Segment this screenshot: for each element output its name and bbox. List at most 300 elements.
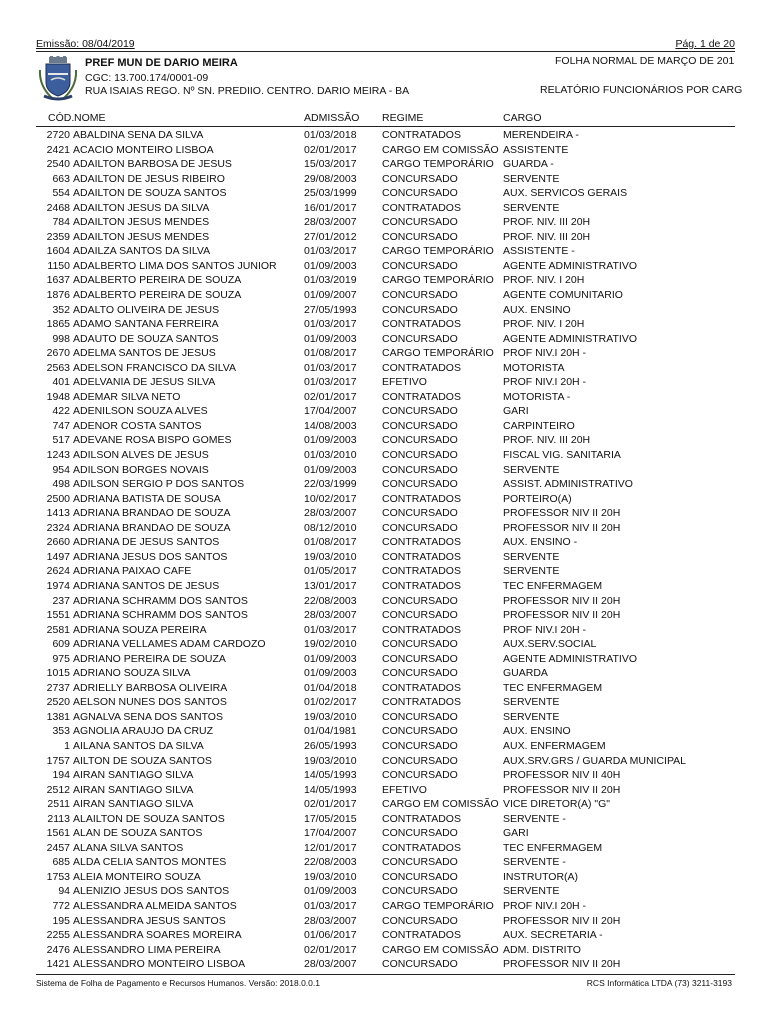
cell-cod: 1753 [46, 870, 70, 883]
cell-nome: ALESSANDRO MONTEIRO LISBOA [73, 958, 246, 971]
cell-nome: ADAUTO DE SOUZA SANTOS [73, 332, 219, 345]
cell-cod: 772 [52, 899, 70, 912]
entity-cgc: CGC: 13.700.174/0001-09 [85, 72, 209, 84]
cell-cargo: SERVENTE [503, 565, 560, 578]
employee-table [36, 128, 756, 972]
table-row [36, 943, 756, 958]
cell-nome: ADILSON BORGES NOVAIS [73, 463, 209, 476]
cell-nome: AILANA SANTOS DA SILVA [73, 739, 204, 752]
cell-regime: CONCURSADO [382, 172, 458, 185]
payroll-title: FOLHA NORMAL DE MARÇO DE 201 [555, 55, 735, 67]
cell-cod: 1757 [46, 754, 70, 767]
cell-admissao: 19/03/2010 [304, 550, 357, 563]
cell-cod: 2720 [46, 129, 70, 141]
cell-admissao: 14/05/1993 [304, 783, 357, 796]
cell-admissao: 27/01/2012 [304, 230, 357, 243]
cell-admissao: 28/03/2007 [304, 958, 357, 971]
cell-cod: 1551 [46, 609, 70, 622]
cell-nome: ADEMAR SILVA NETO [73, 390, 181, 403]
report-title: RELATÓRIO FUNCIONÁRIOS POR CARG [540, 84, 743, 96]
cell-cargo: INSTRUTOR(A) [503, 870, 579, 883]
cell-cod: 1974 [46, 579, 70, 592]
table-row [36, 172, 756, 187]
cell-regime: EFETIVO [382, 376, 427, 389]
table-row [36, 797, 756, 812]
table-row [36, 288, 756, 303]
table-row [36, 521, 756, 536]
table-row [36, 273, 756, 288]
cell-cod: 2324 [46, 521, 70, 534]
table-row [36, 681, 756, 696]
cell-admissao: 29/08/2003 [304, 172, 357, 185]
cell-admissao: 01/03/2017 [304, 245, 357, 258]
cell-admissao: 19/03/2010 [304, 870, 357, 883]
cell-admissao: 13/01/2017 [304, 579, 357, 592]
cell-regime: CONCURSADO [382, 216, 458, 229]
cell-regime: CONCURSADO [382, 667, 458, 680]
cell-regime: CONTRATADOS [382, 565, 461, 578]
cell-regime: CARGO TEMPORÁRIO [382, 274, 494, 287]
cell-admissao: 01/09/2007 [304, 289, 357, 302]
cell-cargo: SERVENTE [503, 550, 560, 563]
table-row [36, 739, 756, 754]
cell-admissao: 19/02/2010 [304, 638, 357, 651]
cell-regime: CONTRATADOS [382, 129, 461, 141]
cell-nome: AIRAN SANTIAGO SILVA [73, 798, 194, 811]
cell-nome: ALESSANDRA ALMEIDA SANTOS [73, 899, 237, 912]
cell-cod: 2500 [46, 492, 70, 505]
table-row [36, 841, 756, 856]
table-row [36, 433, 756, 448]
table-row [36, 215, 756, 230]
cell-cargo: GUARDA [503, 667, 548, 680]
cell-cod: 1604 [46, 245, 70, 258]
entity-name: PREF MUN DE DARIO MEIRA [85, 57, 238, 69]
cell-admissao: 01/08/2017 [304, 347, 357, 360]
cell-cod: 1150 [47, 259, 70, 272]
cell-admissao: 02/01/2017 [304, 390, 357, 403]
cell-admissao: 01/04/1981 [304, 725, 357, 738]
cell-regime: CONCURSADO [382, 303, 458, 316]
cell-regime: CONCURSADO [382, 914, 458, 927]
cell-admissao: 01/03/2017 [304, 376, 357, 389]
cell-cod: 747 [52, 419, 70, 432]
cell-cargo: AUX. ENSINO - [503, 536, 578, 549]
table-row [36, 899, 756, 914]
cell-nome: ACACIO MONTEIRO LISBOA [73, 143, 214, 156]
column-header-row [36, 112, 756, 126]
cell-nome: ADRIANO SOUZA SILVA [73, 667, 191, 680]
cell-admissao: 01/09/2003 [304, 667, 357, 680]
cell-regime: CONCURSADO [382, 870, 458, 883]
cell-nome: ADRIANA BATISTA DE SOUSA [73, 492, 221, 505]
cell-cargo: PROF. NIV. I 20H [503, 318, 585, 331]
cell-admissao: 01/03/2017 [304, 361, 357, 374]
cell-cargo: ASSIST. ADMINISTRATIVO [503, 478, 633, 491]
table-row [36, 244, 756, 259]
cell-cargo: PROFESSOR NIV II 20H [503, 507, 621, 520]
cell-nome: ADALBERTO PEREIRA DE SOUZA [73, 274, 242, 287]
cell-regime: CONCURSADO [382, 332, 458, 345]
cell-cod: 2520 [46, 696, 70, 709]
cell-nome: ADALTO OLIVEIRA DE JESUS [73, 303, 220, 316]
cell-regime: CONTRATADOS [382, 390, 461, 403]
cell-admissao: 28/03/2007 [304, 914, 357, 927]
cell-regime: CONTRATADOS [382, 929, 461, 942]
cell-regime: CONTRATADOS [382, 812, 461, 825]
cell-cargo: PROF. NIV. I 20H [503, 274, 585, 287]
table-row [36, 579, 756, 594]
cell-nome: ADAILTON JESUS DA SILVA [73, 201, 210, 214]
cell-cargo: PROF. NIV. III 20H [503, 434, 591, 447]
cell-cargo: AUX. ENSINO [503, 303, 571, 316]
cell-cargo: PROF. NIV. III 20H [503, 216, 591, 229]
cell-cargo: ASSISTENTE [503, 143, 569, 156]
table-row [36, 812, 756, 827]
cell-regime: EFETIVO [382, 783, 427, 796]
table-row [36, 826, 756, 841]
cell-regime: CONCURSADO [382, 754, 458, 767]
cell-admissao: 01/03/2010 [304, 449, 357, 462]
cell-cargo: SERVENTE [503, 201, 560, 214]
table-row [36, 477, 756, 492]
cell-regime: CARGO TEMPORÁRIO [382, 245, 494, 258]
cell-cargo: GARI [503, 827, 529, 840]
cell-regime: CONTRATADOS [382, 623, 461, 636]
cell-cod: 954 [52, 463, 70, 476]
cell-nome: ADAILTON DE JESUS RIBEIRO [73, 172, 225, 185]
cell-admissao: 01/09/2003 [304, 885, 357, 898]
table-row [36, 855, 756, 870]
cell-regime: CARGO EM COMISSÃO [382, 798, 499, 811]
column-header-divider [36, 126, 735, 127]
cell-cargo: PORTEIRO(A) [503, 492, 572, 505]
table-row [36, 550, 756, 565]
cell-regime: CARGO EM COMISSÃO [382, 143, 499, 156]
cell-admissao: 01/02/2017 [304, 696, 357, 709]
table-row [36, 259, 756, 274]
cell-cod: 784 [52, 216, 70, 229]
table-row [36, 506, 756, 521]
cell-cargo: PROFESSOR NIV II 20H [503, 914, 621, 927]
cell-admissao: 01/03/2017 [304, 318, 357, 331]
cell-cargo: SERVENTE [503, 885, 560, 898]
cell-regime: CONCURSADO [382, 507, 458, 520]
cell-nome: AILTON DE SOUZA SANTOS [73, 754, 212, 767]
table-row [36, 361, 756, 376]
cell-regime: CONTRATADOS [382, 681, 461, 694]
cell-cod: 422 [52, 405, 70, 418]
cell-nome: ADRIANA BRANDAO DE SOUZA [73, 507, 231, 520]
cell-nome: ADELSON FRANCISCO DA SILVA [73, 361, 236, 374]
cell-cargo: PROF NIV.I 20H - [503, 899, 587, 912]
cell-regime: CONCURSADO [382, 609, 458, 622]
cell-nome: AGNOLIA ARAUJO DA CRUZ [73, 725, 214, 738]
cell-nome: ADILSON SERGIO P DOS SANTOS [73, 478, 245, 491]
footer-divider [36, 974, 735, 975]
table-row [36, 303, 756, 318]
footer-company: RCS Informática LTDA (73) 3211-3193 [586, 978, 732, 988]
cell-admissao: 26/05/1993 [304, 739, 357, 752]
cell-cod: 498 [52, 478, 70, 491]
cell-regime: CONCURSADO [382, 521, 458, 534]
cell-cargo: MERENDEIRA - [503, 129, 579, 141]
cell-cargo: PROFESSOR NIV II 20H [503, 594, 621, 607]
cell-nome: ADRIANA SANTOS DE JESUS [73, 579, 220, 592]
cell-cargo: PROF NIV.I 20H - [503, 347, 587, 360]
cell-regime: CONCURSADO [382, 885, 458, 898]
cell-admissao: 02/01/2017 [304, 798, 357, 811]
table-row [36, 666, 756, 681]
cell-admissao: 01/04/2018 [304, 681, 357, 694]
cell-admissao: 28/03/2007 [304, 609, 357, 622]
cell-cod: 1015 [46, 667, 70, 680]
cell-nome: ADALBERTO PEREIRA DE SOUZA [73, 289, 242, 302]
cell-admissao: 22/03/1999 [304, 478, 357, 491]
cell-cod: 609 [52, 638, 70, 651]
cell-nome: ADAILTON JESUS MENDES [73, 216, 210, 229]
cell-nome: AGNALVA SENA DOS SANTOS [73, 710, 223, 723]
cell-regime: CONCURSADO [382, 725, 458, 738]
table-row [36, 128, 756, 143]
table-row [36, 914, 756, 929]
cell-admissao: 14/08/2003 [304, 419, 357, 432]
cell-regime: CONCURSADO [382, 434, 458, 447]
table-row [36, 390, 756, 405]
cell-nome: ADENILSON SOUZA ALVES [73, 405, 208, 418]
table-row [36, 768, 756, 783]
cell-cod: 94 [58, 885, 70, 898]
cell-nome: ABALDINA SENA DA SILVA [73, 129, 204, 141]
cell-cod: 2540 [46, 158, 70, 171]
cell-regime: CONTRATADOS [382, 361, 461, 374]
cell-nome: ALESSANDRA SOARES MOREIRA [73, 929, 242, 942]
table-row [36, 928, 756, 943]
cell-cod: 2624 [46, 565, 70, 578]
cell-cargo: PROF. NIV. III 20H [503, 230, 591, 243]
emission-date: Emissão: 08/04/2019 [36, 38, 135, 50]
cell-admissao: 19/03/2010 [304, 754, 357, 767]
cell-regime: CONTRATADOS [382, 536, 461, 549]
cell-cargo: GUARDA - [503, 158, 554, 171]
table-row [36, 608, 756, 623]
cell-regime: CONTRATADOS [382, 201, 461, 214]
cell-admissao: 01/09/2003 [304, 463, 357, 476]
cell-cod: 2581 [46, 623, 70, 636]
cell-cod: 2113 [47, 812, 70, 825]
cell-nome: ADRIANA BRANDAO DE SOUZA [73, 521, 231, 534]
cell-cod: 1413 [46, 507, 70, 520]
cell-regime: CONTRATADOS [382, 841, 461, 854]
column-header-nome: NOME [74, 112, 106, 124]
cell-cod: 2457 [46, 841, 70, 854]
table-row [36, 637, 756, 652]
column-header-regime: REGIME [382, 112, 424, 124]
cell-admissao: 01/09/2003 [304, 259, 357, 272]
cell-cargo: ADM. DISTRITO [503, 943, 581, 956]
cell-cod: 2421 [46, 143, 70, 156]
cell-admissao: 08/12/2010 [304, 521, 357, 534]
cell-nome: ALANA SILVA SANTOS [73, 841, 184, 854]
cell-regime: CONTRATADOS [382, 696, 461, 709]
header-divider [36, 51, 735, 52]
cell-nome: ADRIANA DE JESUS SANTOS [73, 536, 220, 549]
cell-admissao: 01/06/2017 [304, 929, 357, 942]
cell-regime: CONCURSADO [382, 187, 458, 200]
cell-cargo: TEC ENFERMAGEM [503, 681, 603, 694]
cell-regime: CONCURSADO [382, 739, 458, 752]
cell-admissao: 27/05/1993 [304, 303, 357, 316]
table-row [36, 783, 756, 798]
table-row [36, 332, 756, 347]
entity-address: RUA ISAIAS REGO. Nº SN. PREDIIO. CENTRO. DARIO MEIRA - BA [85, 85, 410, 97]
cell-nome: ADRIANA SOUZA PEREIRA [73, 623, 207, 636]
cell-admissao: 14/05/1993 [304, 769, 357, 782]
cell-cod: 2563 [46, 361, 70, 374]
cell-cargo: SERVENTE - [503, 856, 566, 869]
cell-nome: ADAILTON BARBOSA DE JESUS [73, 158, 232, 171]
cell-cod: 352 [52, 303, 70, 316]
cell-admissao: 17/05/2015 [304, 812, 357, 825]
table-row [36, 957, 756, 972]
cell-admissao: 25/03/1999 [304, 187, 357, 200]
cell-regime: CONCURSADO [382, 463, 458, 476]
cell-cod: 237 [52, 594, 70, 607]
cell-admissao: 01/03/2018 [304, 129, 357, 141]
cell-cod: 998 [52, 332, 70, 345]
cell-cargo: CARPINTEIRO [503, 419, 575, 432]
cell-admissao: 12/01/2017 [304, 841, 357, 854]
cell-cargo: AUX. ENFERMAGEM [503, 739, 606, 752]
cell-regime: CONTRATADOS [382, 492, 461, 505]
cell-admissao: 01/09/2003 [304, 652, 357, 665]
cell-cargo: PROFESSOR NIV II 20H [503, 958, 621, 971]
cell-admissao: 17/04/2007 [304, 827, 357, 840]
cell-admissao: 22/08/2003 [304, 594, 357, 607]
cell-cod: 2512 [46, 783, 70, 796]
cell-cod: 2737 [46, 681, 70, 694]
cell-nome: ALENIZIO JESUS DOS SANTOS [73, 885, 230, 898]
cell-regime: CONTRATADOS [382, 550, 461, 563]
cell-cod: 195 [52, 914, 70, 927]
cell-cargo: PROFESSOR NIV II 20H [503, 521, 621, 534]
cell-nome: ALAN DE SOUZA SANTOS [73, 827, 203, 840]
municipal-crest-icon [38, 56, 78, 102]
cell-cargo: AUX. SERVICOS GERAIS [503, 187, 628, 200]
cell-cargo: AUX. ENSINO [503, 725, 571, 738]
table-row [36, 652, 756, 667]
cell-regime: CONCURSADO [382, 594, 458, 607]
cell-cod: 663 [52, 172, 70, 185]
cell-cod: 1561 [46, 827, 70, 840]
cell-nome: ADRIANA SCHRAMM DOS SANTOS [73, 609, 248, 622]
cell-admissao: 28/03/2007 [304, 216, 357, 229]
cell-admissao: 01/03/2017 [304, 899, 357, 912]
cell-regime: CONCURSADO [382, 478, 458, 491]
table-row [36, 186, 756, 201]
cell-cod: 1948 [46, 390, 70, 403]
table-row [36, 375, 756, 390]
column-header-cargo: CARGO [503, 112, 542, 124]
cell-cargo: GARI [503, 405, 529, 418]
cell-nome: ALAILTON DE SOUZA SANTOS [73, 812, 225, 825]
table-row [36, 157, 756, 172]
cell-admissao: 01/03/2019 [304, 274, 357, 287]
cell-nome: ADALBERTO LIMA DOS SANTOS JUNIOR [73, 259, 277, 272]
cell-regime: CONCURSADO [382, 449, 458, 462]
cell-cargo: SERVENTE - [503, 812, 566, 825]
cell-cod: 1421 [46, 958, 70, 971]
table-row [36, 754, 756, 769]
cell-cod: 2468 [46, 201, 70, 214]
cell-cod: 1497 [46, 550, 70, 563]
table-row [36, 404, 756, 419]
cell-cargo: AUX.SRV.GRS / GUARDA MUNICIPAL [503, 754, 687, 767]
cell-cargo: MOTORISTA [503, 361, 565, 374]
table-row [36, 143, 756, 158]
cell-admissao: 02/01/2017 [304, 943, 357, 956]
cell-nome: ADRIANA VELLAMES ADAM CARDOZO [73, 638, 266, 651]
cell-cargo: SERVENTE [503, 463, 560, 476]
table-row [36, 448, 756, 463]
cell-regime: CONCURSADO [382, 289, 458, 302]
cell-admissao: 22/08/2003 [304, 856, 357, 869]
table-row [36, 463, 756, 478]
cell-cod: 401 [52, 376, 70, 389]
footer-system-info: Sistema de Folha de Pagamento e Recursos Humanos. Versão: 2018.0.0.1 [36, 978, 320, 988]
cell-cargo: AGENTE COMUNITARIO [503, 289, 623, 302]
cell-cod: 685 [52, 856, 70, 869]
cell-cargo: PROFESSOR NIV II 20H [503, 609, 621, 622]
table-row [36, 594, 756, 609]
cell-admissao: 01/03/2017 [304, 623, 357, 636]
cell-nome: ALEIA MONTEIRO SOUZA [73, 870, 201, 883]
cell-cod: 353 [52, 725, 70, 738]
cell-cargo: MOTORISTA - [503, 390, 571, 403]
cell-cod: 2660 [46, 536, 70, 549]
cell-nome: AIRAN SANTIAGO SILVA [73, 783, 194, 796]
cell-nome: ALDA CELIA SANTOS MONTES [73, 856, 227, 869]
cell-cod: 2255 [46, 929, 70, 942]
table-row [36, 564, 756, 579]
cell-cod: 194 [52, 769, 70, 782]
cell-nome: ADENOR COSTA SANTOS [73, 419, 202, 432]
cell-cargo: PROFESSOR NIV II 40H [503, 769, 621, 782]
cell-admissao: 28/03/2007 [304, 507, 357, 520]
table-row [36, 346, 756, 361]
cell-nome: ADRIANO PEREIRA DE SOUZA [73, 652, 226, 665]
cell-nome: AELSON NUNES DOS SANTOS [73, 696, 227, 709]
cell-regime: CONTRATADOS [382, 318, 461, 331]
cell-cod: 554 [52, 187, 70, 200]
cell-nome: ADRIANA PAIXAO CAFE [73, 565, 192, 578]
cell-regime: CARGO EM COMISSÃO [382, 943, 499, 956]
column-header-cod: CÓD. [48, 112, 75, 124]
cell-admissao: 10/02/2017 [304, 492, 357, 505]
cell-admissao: 15/03/2017 [304, 158, 357, 171]
cell-cod: 1637 [46, 274, 70, 287]
cell-nome: ADELVANIA DE JESUS SILVA [73, 376, 216, 389]
cell-admissao: 16/01/2017 [304, 201, 357, 214]
table-row [36, 419, 756, 434]
cell-cod: 517 [52, 434, 70, 447]
table-row [36, 492, 756, 507]
cell-nome: ADAILTON DE SOUZA SANTOS [73, 187, 227, 200]
cell-regime: CONCURSADO [382, 230, 458, 243]
cell-regime: CONCURSADO [382, 638, 458, 651]
cell-nome: ADAILZA SANTOS DA SILVA [73, 245, 211, 258]
cell-cod: 1243 [46, 449, 70, 462]
